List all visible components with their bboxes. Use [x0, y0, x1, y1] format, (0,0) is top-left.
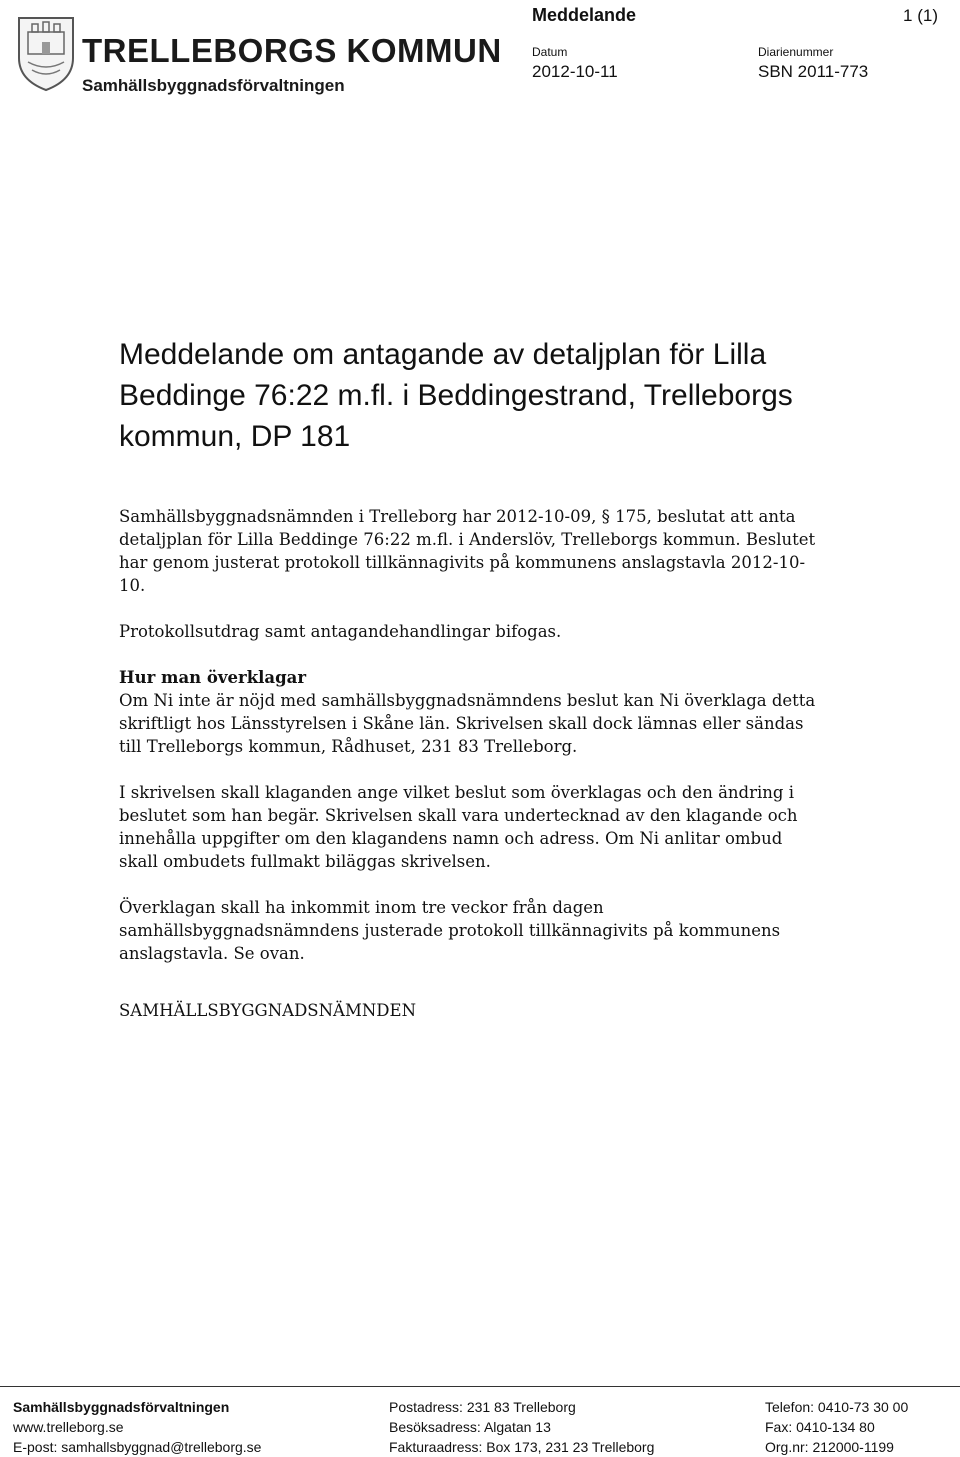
- appeal-paragraph-3: Överklagan skall ha inkommit inom tre veckor från dagen samhällsbyggnadsnämndens justerade protokoll tillkännagivits på kommunens anslagstavla. Se ovan.: [119, 898, 781, 963]
- footer-website: www.trelleborg.se: [13, 1419, 124, 1435]
- footer-column-contact: [765, 1397, 908, 1457]
- footer-org-number: Org.nr: 212000-1199: [765, 1439, 894, 1455]
- coat-of-arms-icon: [16, 14, 76, 92]
- attachments-paragraph: Protokollsutdrag samt antagandehandlingar bifogas.: [119, 622, 562, 641]
- document-type: Meddelande: [532, 5, 637, 25]
- footer-visiting-address: Besöksadress: Algatan 13: [389, 1419, 551, 1435]
- organization-name: TRELLEBORGS KOMMUN: [82, 32, 502, 69]
- municipality-logo: [16, 14, 502, 95]
- appeal-paragraph-2: I skrivelsen skall klaganden ange vilket beslut som överklagas och den ändring i beslutet som han begär. Skrivelsen skall vara undertecknad av den klagande och innehålla uppgifter om den klagandens namn och adress. Om Ni anlitar ombud skall ombudets fullmakt biläggas skrivelsen.: [119, 783, 798, 871]
- document-title: Meddelande om antagande av detaljplan för Lilla Beddinge 76:22 m.fl. i Beddingestrand, Trelleborgs kommun, DP 181: [119, 338, 793, 453]
- reference-label: Diarienummer: [758, 45, 834, 59]
- department-name: Samhällsbyggnadsförvaltningen: [82, 76, 345, 95]
- footer-invoice-address: Fakturaadress: Box 173, 231 23 Trelleborg: [389, 1439, 655, 1455]
- signature: SAMHÄLLSBYGGNADSNÄMNDEN: [119, 1001, 417, 1020]
- decision-paragraph: Samhällsbyggnadsnämnden i Trelleborg har 2012-10-09, § 175, beslutat att anta detaljplan för Lilla Beddinge 76:22 m.fl. i Anderslöv, Trelleborgs kommun. Beslutet har genom justerat protokoll tillkännagivits på kommunens anslagstavla 2012-10-10.: [119, 507, 816, 595]
- footer-column-organization: [13, 1397, 261, 1457]
- footer-org-name: Samhällsbyggnadsförvaltningen: [13, 1399, 230, 1415]
- appeal-paragraph-1: Om Ni inte är nöjd med samhällsbyggnadsnämndens beslut kan Ni överklaga detta skriftligt hos Länsstyrelsen i Skåne län. Skrivelsen skall dock lämnas eller sändas till Trelleborgs kommun, Rådhuset, 231 83 Trelleborg.: [119, 691, 816, 756]
- page-number: 1 (1): [903, 6, 938, 25]
- footer-column-addresses: [389, 1397, 654, 1457]
- document-body: [119, 505, 819, 1022]
- footer-phone: Telefon: 0410-73 30 00: [765, 1399, 909, 1415]
- appeal-heading: Hur man överklagar: [119, 668, 307, 687]
- footer-fax: Fax: 0410-134 80: [765, 1419, 875, 1435]
- footer-email: E-post: samhallsbyggnad@trelleborg.se: [13, 1439, 262, 1455]
- footer-divider: [0, 1386, 960, 1387]
- reference-value: SBN 2011-773: [758, 62, 869, 81]
- footer-postal-address: Postadress: 231 83 Trelleborg: [389, 1399, 576, 1415]
- date-label: Datum: [532, 45, 568, 59]
- date-value: 2012-10-11: [532, 62, 618, 81]
